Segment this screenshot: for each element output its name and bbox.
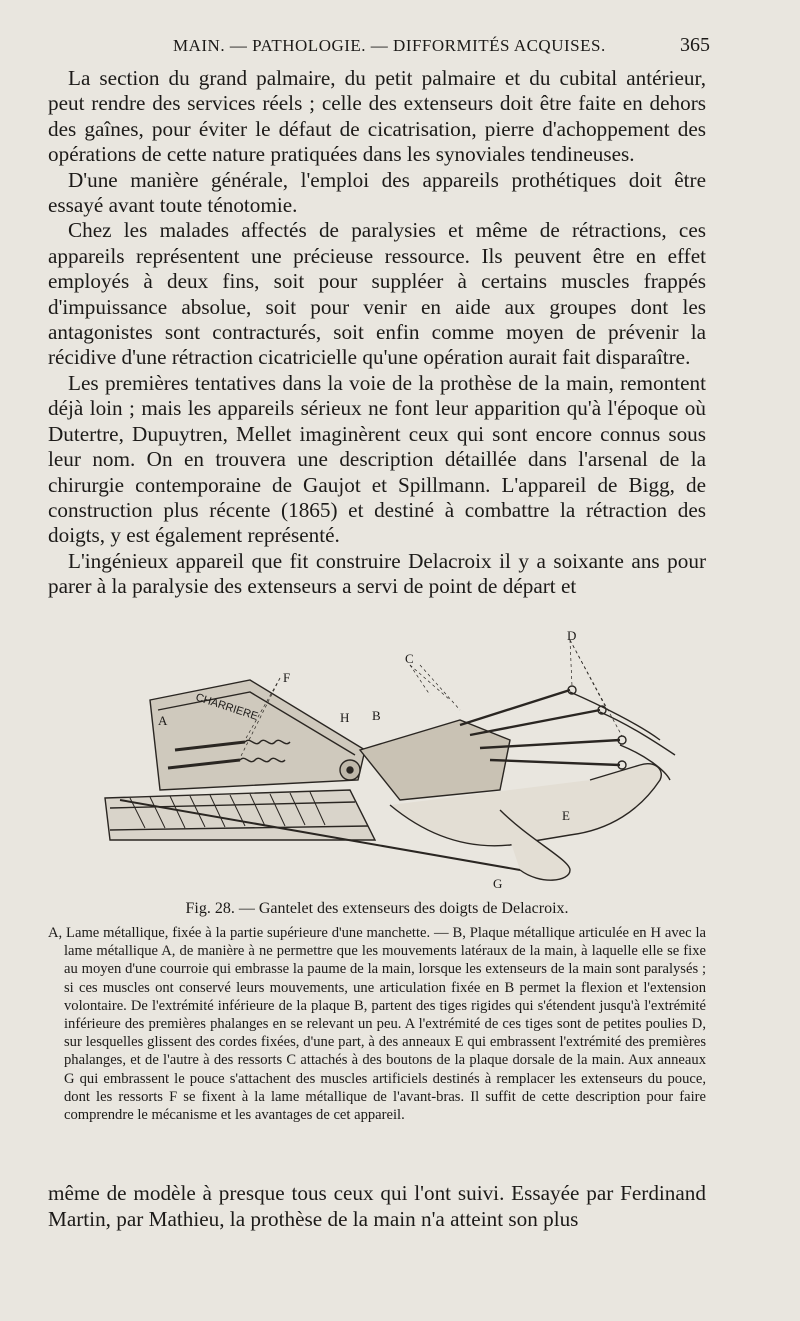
label-h: H: [340, 710, 350, 725]
label-f: F: [283, 670, 291, 685]
label-e: E: [562, 808, 570, 823]
page-number: 365: [680, 34, 710, 56]
legend-text: A, Lame métallique, fixée à la partie supérieure d'une manchette. — B, Plaque métallique articulée en H avec la lame métallique A, de manière à ne permettre que les mouvements latéraux de la main, à laquelle elle se fixe au moyen d'une courroie qui embrasse la paume de la main, lorsque les extenseurs de la main sont paralysés ; si ces muscles ont conservé leurs mouvements, une articulation fixée en B permet la flexion et l'extension volontaire. De l'extrémité inférieure de la plaque B, partent des tiges rigides qui s'étendent jusqu'à l'extrémité inférieure des premières phalanges en se relevant un peu. A l'extrémité de ces tiges sont de petites poulies D, sur lesquelles glissent des cordes fixées, d'une part, à des anneaux E qui embrassent l'extrémité des premières phalanges, et de l'autre à des ressorts C attachés à des boutons de la plaque dorsale de la main. Aux anneaux G qui embrassent le pouce s'attachent des muscles artificiels destinés à remplacer les extenseurs du pouce, dont les ressorts F se fixent à la lame métallique de l'avant-bras. Il suffit de cette description pour faire comprendre le mécanisme et les avantages de cet appareil.: [48, 925, 706, 1124]
label-a: A: [158, 713, 168, 728]
label-b: B: [372, 708, 381, 723]
figure-caption: Fig. 28. — Gantelet des extenseurs des doigts de Delacroix.: [185, 900, 569, 917]
maker-engraving: CHARRIERE: [194, 691, 260, 723]
paragraph: Chez les malades affectés de paralysies et même de rétractions, ces appareils représentent une précieuse ressource. Ils peuvent être en effet employés à deux fins, soit pour suppléer à certains muscles frappés d'impuissance absolue, soit pour venir en aide aux groupes dont les antagonistes sont contracturés, soit enfin comme moyen de prévenir la récidive d'une rétraction cicatricielle qu'une opération aurait fait disparaître.: [48, 218, 706, 370]
running-header: [48, 32, 708, 62]
figure-legend: [48, 924, 706, 1124]
body-text: [48, 66, 706, 600]
figure-engraving: [100, 630, 690, 898]
paragraph: même de modèle à presque tous ceux qui l'ont suivi. Essayée par Ferdinand Martin, par Mathieu, la prothèse de la main n'a atteint son plus: [48, 1181, 706, 1231]
label-c: C: [405, 651, 414, 666]
running-title: MAIN. — PATHOLOGIE. — DIFFORMITÉS ACQUISES.: [173, 36, 606, 55]
paragraph: D'une manière générale, l'emploi des appareils prothétiques doit être essayé avant toute ténotomie.: [48, 167, 706, 218]
paragraph: La section du grand palmaire, du petit palmaire et du cubital antérieur, peut rendre des services réels ; celle des extenseurs doit être faite en dehors des gaînes, pour éviter le défaut de cicatrisation, pierre d'achoppement des opérations de cette nature pratiquées dans les synoviales tendineuses.: [48, 66, 706, 167]
paragraph: Les premières tentatives dans la voie de la prothèse de la main, remontent déjà loin ; mais les appareils sérieux ne font leur apparition qu'à l'époque où Dutertre, Dupuytren, Mellet imaginèrent ceux qui sont encore connus sous leur nom. On en trouvera une description détaillée dans l'arsenal de la chirurgie contemporaine de Gaujot et Spillmann. L'appareil de Bigg, de construction plus récente (1865) et destiné à combattre la rétraction des doigts, y est également représenté.: [48, 370, 706, 548]
paragraph: L'ingénieux appareil que fit construire Delacroix il y a soixante ans pour parer à la paralysie des extenseurs a servi de point de départ et: [48, 548, 706, 599]
gauntlet-illustration: [100, 630, 690, 898]
continuation-text: [48, 1180, 706, 1232]
label-d: D: [567, 630, 577, 643]
label-g: G: [493, 876, 503, 891]
